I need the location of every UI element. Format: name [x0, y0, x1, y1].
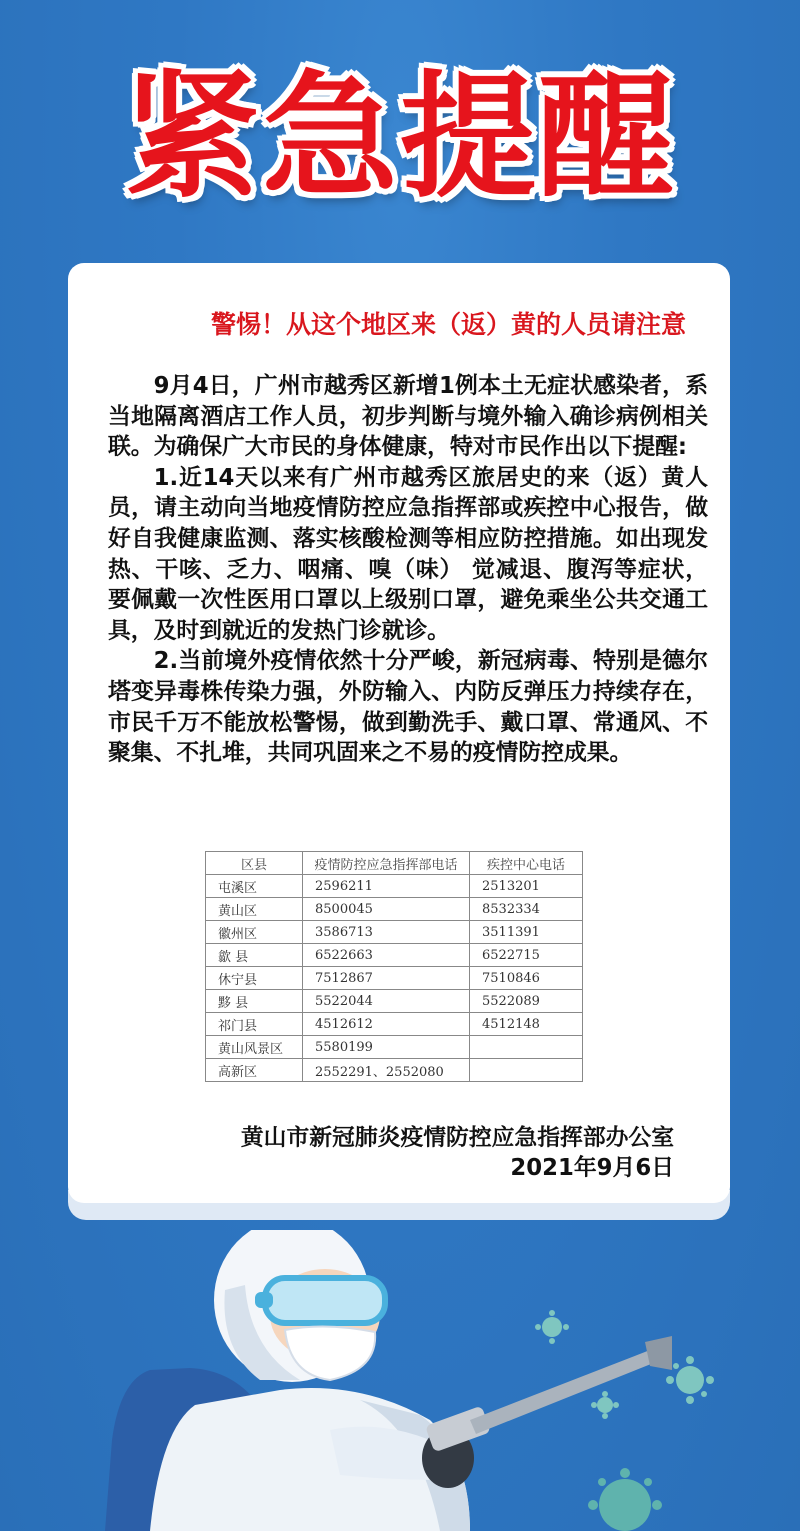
table-cell-district: 歙 县	[206, 944, 303, 967]
table-cell-district: 黄山风景区	[206, 1036, 303, 1059]
table-header: 区县	[206, 852, 303, 875]
disinfection-illustration	[0, 1230, 800, 1531]
table-cell-cdc-phone	[470, 1036, 583, 1059]
sprayer-wand	[470, 1350, 656, 1434]
page-headline: 紧急提醒	[124, 59, 676, 217]
table-cell-district: 黄山区	[206, 898, 303, 921]
contact-table-wrapper	[205, 851, 583, 1082]
table-cell-cdc-phone: 3511391	[470, 921, 583, 944]
table-cell-district: 休宁县	[206, 967, 303, 990]
notice-paragraph-1: 1.近14天以来有广州市越秀区旅居史的来（返）黄人员，请主动向当地疫情防控应急指挥部或疾控中心报告，做好自我健康监测、落实核酸检测等相应防控措施。如出现发热、干咳、乏力、咽痛、嗅（味） 觉减退、腹泻等症状，要佩戴一次性医用口罩以上级别口罩，避免乘坐公共交通工具，及时到就近的发热门诊就诊。	[108, 464, 708, 644]
table-cell-cdc-phone	[470, 1059, 583, 1082]
table-row	[206, 1036, 583, 1059]
contact-table	[205, 851, 583, 1082]
table-cell-hq-phone: 5580199	[303, 1036, 470, 1059]
table-row	[206, 1013, 583, 1036]
table-cell-cdc-phone: 6522715	[470, 944, 583, 967]
table-cell-cdc-phone: 2513201	[470, 875, 583, 898]
virus-icon	[666, 1356, 714, 1404]
table-cell-district: 屯溪区	[206, 875, 303, 898]
notice-paragraph-2: 2.当前境外疫情依然十分严峻，新冠病毒、特别是德尔塔变异毒株传染力强，外防输入、内防反弹压力持续存在，市民千万不能放松警惕，做到勤洗手、戴口罩、常通风、不聚集、不扎堆，共同巩固来之不易的疫情防控成果。	[108, 648, 708, 767]
table-row	[206, 898, 583, 921]
signature-org: 黄山市新冠肺炎疫情防控应急指挥部办公室	[240, 1125, 674, 1151]
table-cell-hq-phone: 7512867	[303, 967, 470, 990]
table-cell-district: 祁门县	[206, 1013, 303, 1036]
table-row	[206, 875, 583, 898]
table-header: 疾控中心电话	[470, 852, 583, 875]
table-cell-district: 黟 县	[206, 990, 303, 1013]
table-cell-hq-phone: 8500045	[303, 898, 470, 921]
notice-body	[108, 371, 708, 769]
table-cell-cdc-phone: 8532334	[470, 898, 583, 921]
table-cell-district: 高新区	[206, 1059, 303, 1082]
signature-block	[241, 1123, 674, 1183]
table-row	[206, 944, 583, 967]
table-cell-hq-phone: 2552291、2552080	[303, 1059, 470, 1082]
virus-icon	[535, 1310, 569, 1344]
table-cell-hq-phone: 4512612	[303, 1013, 470, 1036]
table-cell-hq-phone: 6522663	[303, 944, 470, 967]
table-cell-cdc-phone: 4512148	[470, 1013, 583, 1036]
notice-card	[68, 263, 730, 1203]
table-cell-district: 徽州区	[206, 921, 303, 944]
table-row	[206, 921, 583, 944]
table-cell-cdc-phone: 7510846	[470, 967, 583, 990]
notice-paragraph-intro: 9月4日，广州市越秀区新增1例本土无症状感染者，系当地隔离酒店工作人员，初步判断与境外输入确诊病例相关联。为确保广大市民的身体健康，特对市民作出以下提醒:	[108, 373, 708, 461]
goggles-icon	[265, 1278, 385, 1323]
table-header: 疫情防控应急指挥部电话	[303, 852, 470, 875]
virus-icon	[588, 1468, 662, 1531]
table-header-row	[206, 852, 583, 875]
signature-date: 2021年9月6日	[510, 1155, 674, 1181]
table-row	[206, 967, 583, 990]
table-cell-cdc-phone: 5522089	[470, 990, 583, 1013]
table-row	[206, 990, 583, 1013]
warning-title: 警惕！从这个地区来（返）黄的人员请注意	[210, 310, 686, 339]
table-cell-hq-phone: 5522044	[303, 990, 470, 1013]
virus-icon	[591, 1391, 619, 1419]
table-row	[206, 1059, 583, 1082]
table-cell-hq-phone: 2596211	[303, 875, 470, 898]
table-cell-hq-phone: 3586713	[303, 921, 470, 944]
